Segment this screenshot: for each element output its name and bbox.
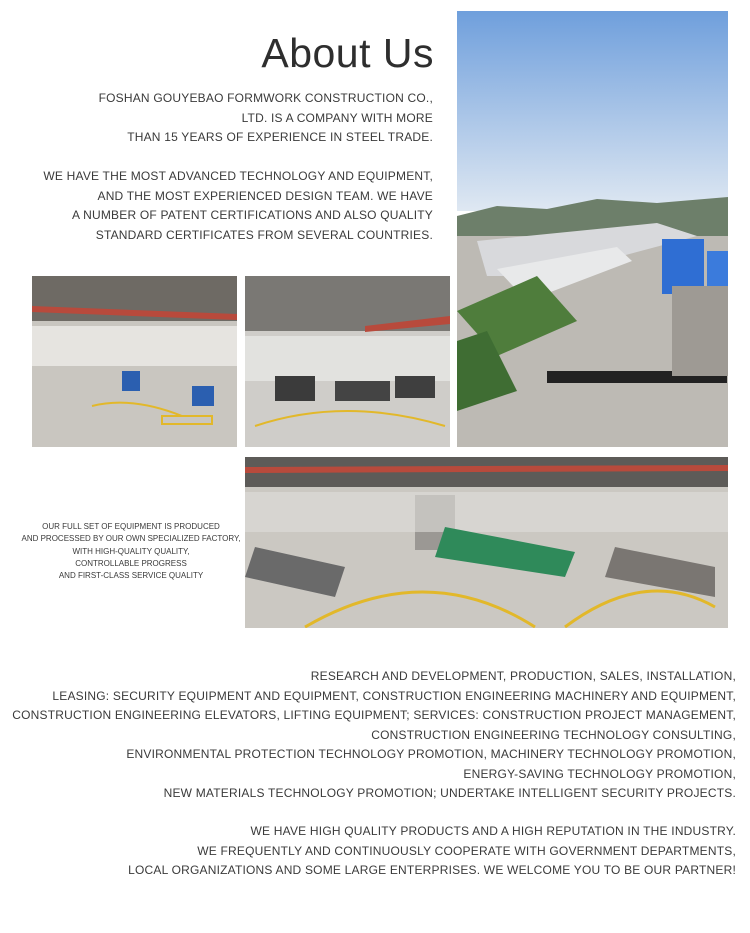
tech-line: WE HAVE THE MOST ADVANCED TECHNOLOGY AND EQUIPMENT, bbox=[43, 169, 433, 183]
intro-line: LTD. IS A COMPANY WITH MORE bbox=[241, 110, 433, 125]
business-line: RESEARCH AND DEVELOPMENT, PRODUCTION, SALES, INSTALLATION, bbox=[310, 669, 736, 683]
caption-line: CONTROLLABLE PROGRESS bbox=[75, 558, 187, 568]
business-scope bbox=[5, 667, 736, 804]
business-line: CONSTRUCTION ENGINEERING TECHNOLOGY CONSULTING, bbox=[371, 727, 736, 742]
tech-line: AND THE MOST EXPERIENCED DESIGN TEAM. WE HAVE bbox=[97, 188, 433, 203]
tech-line: A NUMBER OF PATENT CERTIFICATIONS AND ALSO QUALITY bbox=[72, 208, 433, 222]
equipment-caption bbox=[20, 521, 242, 582]
aerial-factory-photo bbox=[457, 11, 728, 447]
business-line: CONSTRUCTION ENGINEERING ELEVATORS, LIFTING EQUIPMENT; SERVICES: CONSTRUCTION PROJECT MANAGEMENT, bbox=[12, 708, 736, 722]
caption-line: AND FIRST-CLASS SERVICE QUALITY bbox=[58, 571, 204, 581]
tech-line: STANDARD CERTIFICATES FROM SEVERAL COUNTRIES. bbox=[95, 227, 433, 242]
intro-line: THAN 15 YEARS OF EXPERIENCE IN STEEL TRADE. bbox=[127, 130, 433, 144]
workshop-red-crane-photo bbox=[32, 276, 237, 447]
business-line: ENERGY-SAVING TECHNOLOGY PROMOTION, bbox=[463, 766, 736, 781]
business-line: LEASING: SECURITY EQUIPMENT AND EQUIPMENT, CONSTRUCTION ENGINEERING MACHINERY AND EQUIPMENT, bbox=[52, 688, 736, 703]
workshop-steel-molds-photo bbox=[245, 276, 450, 447]
intro-line: FOSHAN GOUYEBAO FORMWORK CONSTRUCTION CO., bbox=[98, 91, 433, 105]
page-title: About Us bbox=[261, 30, 434, 76]
business-line: NEW MATERIALS TECHNOLOGY PROMOTION; UNDERTAKE INTELLIGENT SECURITY PROJECTS. bbox=[163, 786, 736, 800]
partner-line: WE FREQUENTLY AND CONTINUOUSLY COOPERATE WITH GOVERNMENT DEPARTMENTS, bbox=[197, 843, 736, 858]
caption-line: AND PROCESSED BY OUR OWN SPECIALIZED FACTORY, bbox=[21, 534, 241, 544]
partner-line: LOCAL ORGANIZATIONS AND SOME LARGE ENTERPRISES. WE WELCOME YOU TO BE OUR PARTNER! bbox=[128, 863, 736, 877]
technology-statement bbox=[10, 167, 433, 245]
partner-line: WE HAVE HIGH QUALITY PRODUCTS AND A HIGH REPUTATION IN THE INDUSTRY. bbox=[250, 824, 736, 838]
partner-statement bbox=[5, 822, 736, 881]
caption-line: WITH HIGH-QUALITY QUALITY, bbox=[72, 546, 190, 556]
business-line: ENVIRONMENTAL PROTECTION TECHNOLOGY PROMOTION, MACHINERY TECHNOLOGY PROMOTION, bbox=[126, 747, 736, 761]
caption-line: OUR FULL SET OF EQUIPMENT IS PRODUCED bbox=[42, 522, 220, 531]
company-intro bbox=[40, 89, 433, 148]
workshop-panorama-photo bbox=[245, 457, 728, 628]
